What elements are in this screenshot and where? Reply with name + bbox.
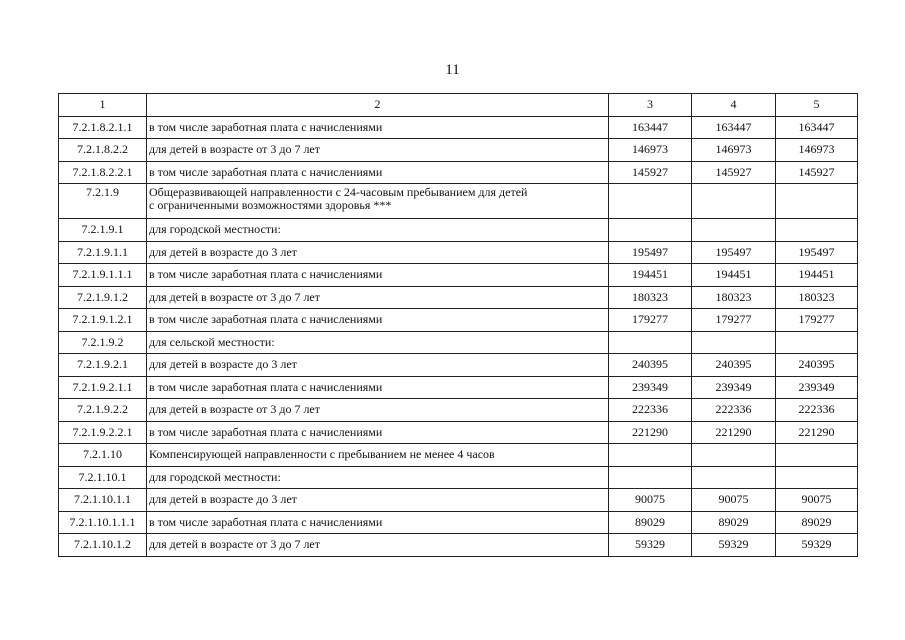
column-header: 5 <box>776 94 858 117</box>
column-header: 3 <box>609 94 692 117</box>
row-value-4 <box>692 466 776 489</box>
row-code: 7.2.1.9.2.2 <box>59 399 147 422</box>
row-description: в том числе заработная плата с начислениями <box>147 161 609 184</box>
row-code: 7.2.1.8.2.2.1 <box>59 161 147 184</box>
row-description: в том числе заработная плата с начислениями <box>147 309 609 332</box>
row-value-4: 239349 <box>692 376 776 399</box>
row-description: для детей в возрасте до 3 лет <box>147 241 609 264</box>
row-value-4 <box>692 331 776 354</box>
row-value-4: 194451 <box>692 264 776 287</box>
column-header: 2 <box>147 94 609 117</box>
table-row <box>59 309 858 332</box>
row-description: для детей в возрасте от 3 до 7 лет <box>147 399 609 422</box>
row-value-5: 163447 <box>776 116 858 139</box>
row-value-3: 194451 <box>609 264 692 287</box>
row-description <box>147 184 609 219</box>
row-code: 7.2.1.9.2.2.1 <box>59 421 147 444</box>
row-value-3: 240395 <box>609 354 692 377</box>
row-value-5 <box>776 466 858 489</box>
row-code: 7.2.1.9 <box>59 184 147 219</box>
row-value-4: 180323 <box>692 286 776 309</box>
row-code: 7.2.1.9.1.2 <box>59 286 147 309</box>
row-value-5: 195497 <box>776 241 858 264</box>
table-row <box>59 184 858 219</box>
row-value-5 <box>776 219 858 242</box>
row-code: 7.2.1.9.2 <box>59 331 147 354</box>
row-value-4 <box>692 219 776 242</box>
row-value-5 <box>776 331 858 354</box>
column-header: 1 <box>59 94 147 117</box>
row-value-5 <box>776 444 858 467</box>
row-description: для детей в возрасте до 3 лет <box>147 489 609 512</box>
table-row <box>59 264 858 287</box>
row-value-4: 163447 <box>692 116 776 139</box>
row-description: Компенсирующей направленности с пребыванием не менее 4 часов <box>147 444 609 467</box>
row-description-line: с ограниченными возможностями здоровья *** <box>149 198 392 212</box>
row-code: 7.2.1.8.2.1.1 <box>59 116 147 139</box>
page-number: 11 <box>445 62 460 78</box>
row-description: в том числе заработная плата с начислениями <box>147 421 609 444</box>
row-value-5: 59329 <box>776 534 858 557</box>
table-row <box>59 399 858 422</box>
row-value-3: 146973 <box>609 139 692 162</box>
row-value-4 <box>692 184 776 219</box>
row-value-3: 89029 <box>609 511 692 534</box>
row-value-5: 90075 <box>776 489 858 512</box>
row-description: для детей в возрасте от 3 до 7 лет <box>147 286 609 309</box>
row-value-3 <box>609 466 692 489</box>
row-value-4: 146973 <box>692 139 776 162</box>
table-row <box>59 489 858 512</box>
row-description: для детей в возрасте от 3 до 7 лет <box>147 139 609 162</box>
row-value-4 <box>692 444 776 467</box>
row-value-3: 179277 <box>609 309 692 332</box>
row-value-5: 239349 <box>776 376 858 399</box>
row-value-4: 179277 <box>692 309 776 332</box>
row-value-5: 194451 <box>776 264 858 287</box>
row-value-5: 221290 <box>776 421 858 444</box>
row-value-4: 222336 <box>692 399 776 422</box>
row-value-3: 222336 <box>609 399 692 422</box>
row-code: 7.2.1.9.1.1 <box>59 241 147 264</box>
row-code: 7.2.1.9.1 <box>59 219 147 242</box>
table-row <box>59 219 858 242</box>
row-description: в том числе заработная плата с начислениями <box>147 264 609 287</box>
row-code: 7.2.1.8.2.2 <box>59 139 147 162</box>
row-code: 7.2.1.10.1 <box>59 466 147 489</box>
table-row <box>59 466 858 489</box>
row-value-3: 180323 <box>609 286 692 309</box>
row-value-4: 240395 <box>692 354 776 377</box>
row-value-3: 163447 <box>609 116 692 139</box>
row-value-3 <box>609 184 692 219</box>
row-code: 7.2.1.10.1.2 <box>59 534 147 557</box>
row-value-5: 240395 <box>776 354 858 377</box>
row-value-3: 195497 <box>609 241 692 264</box>
row-value-3 <box>609 331 692 354</box>
row-description: в том числе заработная плата с начислениями <box>147 376 609 399</box>
table-header-row <box>59 94 858 117</box>
row-value-4: 90075 <box>692 489 776 512</box>
row-code: 7.2.1.10 <box>59 444 147 467</box>
row-code: 7.2.1.9.1.1.1 <box>59 264 147 287</box>
table-row <box>59 421 858 444</box>
row-value-4: 195497 <box>692 241 776 264</box>
row-description: для городской местности: <box>147 219 609 242</box>
row-value-3: 59329 <box>609 534 692 557</box>
table-row <box>59 241 858 264</box>
row-code: 7.2.1.9.2.1 <box>59 354 147 377</box>
table-row <box>59 511 858 534</box>
row-value-4: 89029 <box>692 511 776 534</box>
row-value-3 <box>609 219 692 242</box>
row-value-3: 90075 <box>609 489 692 512</box>
table-row <box>59 331 858 354</box>
table-row <box>59 161 858 184</box>
row-description: для сельской местности: <box>147 331 609 354</box>
row-value-3 <box>609 444 692 467</box>
row-value-4: 145927 <box>692 161 776 184</box>
row-description: для детей в возрасте от 3 до 7 лет <box>147 534 609 557</box>
row-value-5: 89029 <box>776 511 858 534</box>
table-row <box>59 534 858 557</box>
row-value-5: 222336 <box>776 399 858 422</box>
row-value-5 <box>776 184 858 219</box>
row-value-3: 145927 <box>609 161 692 184</box>
table-row <box>59 116 858 139</box>
row-description: в том числе заработная плата с начислениями <box>147 116 609 139</box>
row-value-4: 59329 <box>692 534 776 557</box>
row-code: 7.2.1.10.1.1 <box>59 489 147 512</box>
column-header: 4 <box>692 94 776 117</box>
row-code: 7.2.1.10.1.1.1 <box>59 511 147 534</box>
row-description: для детей в возрасте до 3 лет <box>147 354 609 377</box>
row-description: для городской местности: <box>147 466 609 489</box>
table-row <box>59 139 858 162</box>
row-description: в том числе заработная плата с начислениями <box>147 511 609 534</box>
row-code: 7.2.1.9.2.1.1 <box>59 376 147 399</box>
row-value-3: 221290 <box>609 421 692 444</box>
row-value-3: 239349 <box>609 376 692 399</box>
tariff-table <box>58 93 858 557</box>
table-row <box>59 444 858 467</box>
row-code: 7.2.1.9.1.2.1 <box>59 309 147 332</box>
row-value-5: 180323 <box>776 286 858 309</box>
row-value-5: 179277 <box>776 309 858 332</box>
row-value-5: 145927 <box>776 161 858 184</box>
table-row <box>59 354 858 377</box>
table-row <box>59 286 858 309</box>
row-description-line: Общеразвивающей направленности с 24-часовым пребыванием для детей <box>149 185 528 199</box>
table-row <box>59 376 858 399</box>
row-value-4: 221290 <box>692 421 776 444</box>
row-value-5: 146973 <box>776 139 858 162</box>
